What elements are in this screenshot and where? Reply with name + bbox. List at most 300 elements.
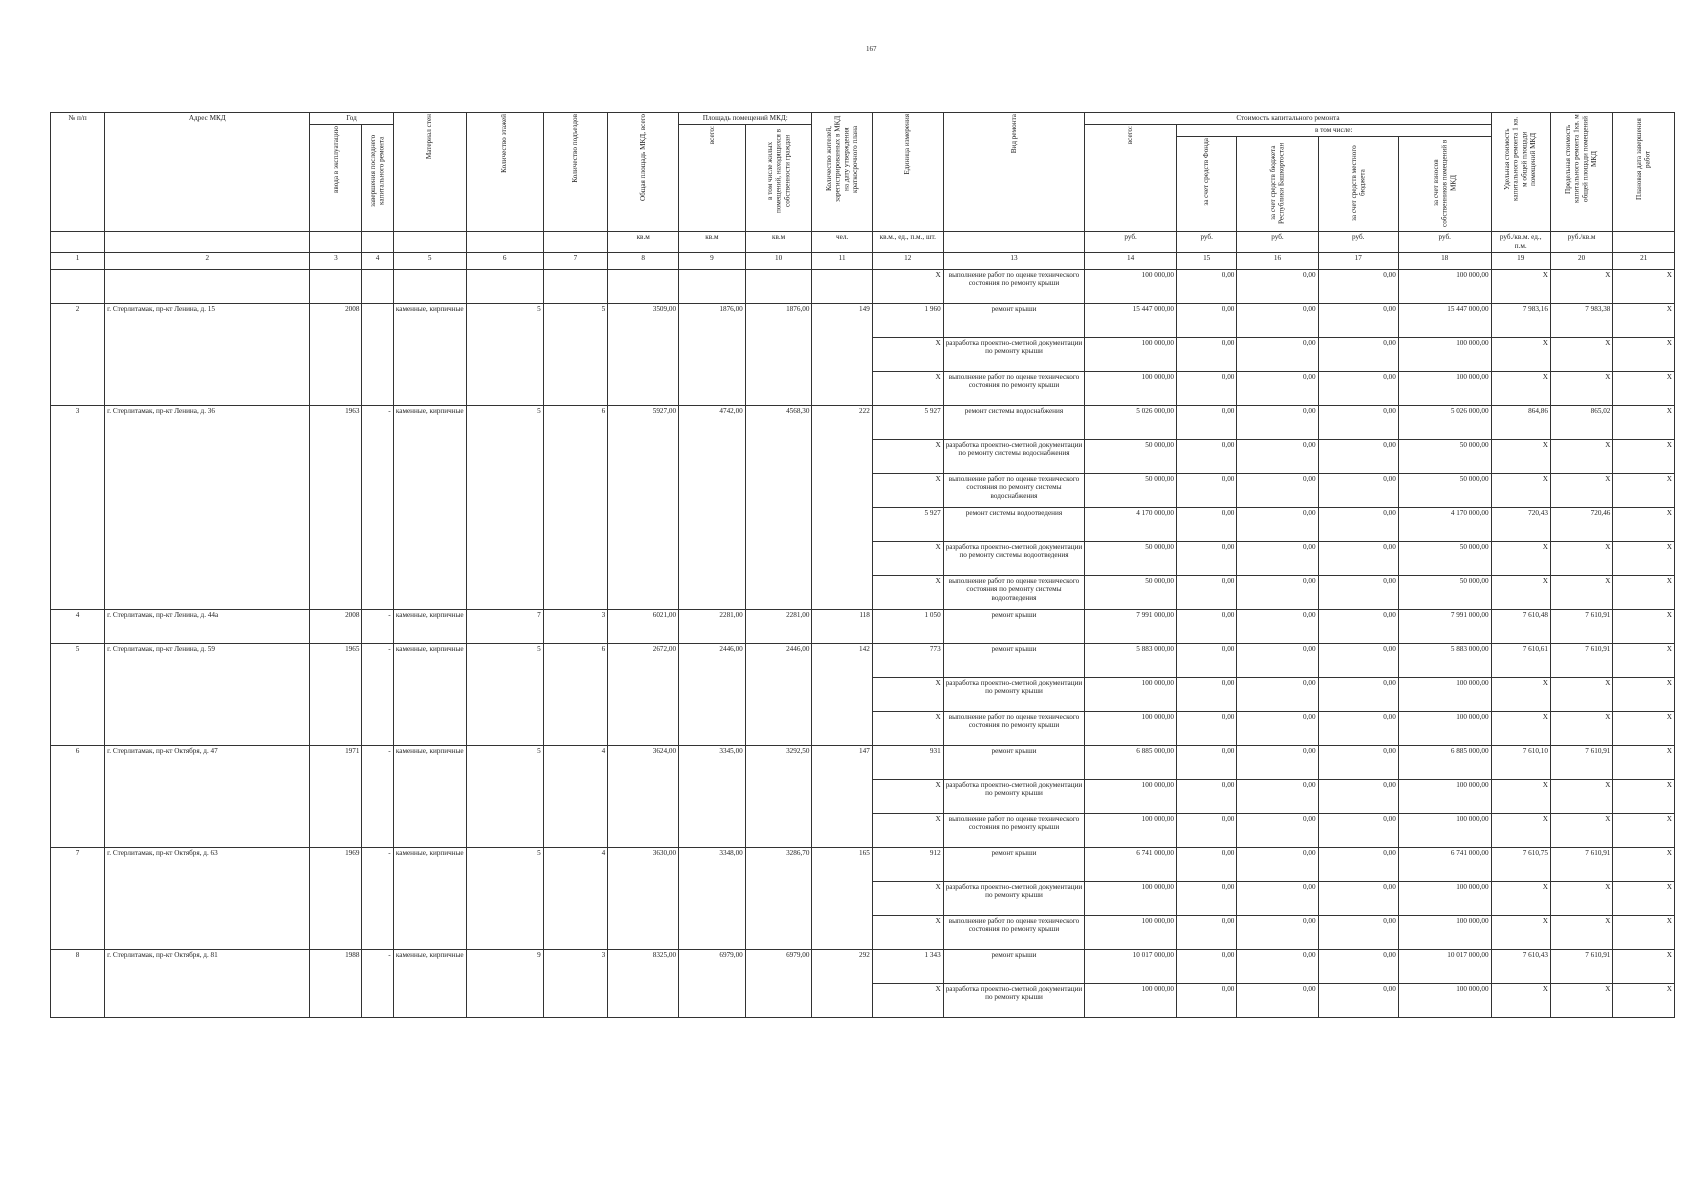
cell-total: 100 000,00 — [1085, 813, 1177, 847]
cell-rb: 0,00 — [1237, 405, 1318, 439]
cell-unit: 1 343 — [872, 949, 943, 983]
cell-fund: 0,00 — [1176, 983, 1236, 1017]
cell-material: каменные, кирпичные — [393, 303, 466, 405]
cell-area-citizens: 3286,70 — [745, 847, 812, 949]
cell-material: каменные, кирпичные — [393, 643, 466, 745]
cell-year: 1969 — [310, 847, 362, 949]
cell-total: 15 447 000,00 — [1085, 303, 1177, 337]
cell-unit: X — [872, 779, 943, 813]
cell-owners: 5 026 000,00 — [1398, 405, 1491, 439]
cell-total: 6 741 000,00 — [1085, 847, 1177, 881]
cell-unit: 912 — [872, 847, 943, 881]
cell-max-cost: X — [1550, 371, 1612, 405]
cell-residents: 118 — [812, 609, 872, 643]
table-row — [51, 269, 1675, 303]
cell-work: ремонт системы водоснабжения — [943, 405, 1085, 439]
cell-local: 0,00 — [1318, 881, 1398, 915]
cell-rb: 0,00 — [1237, 847, 1318, 881]
hdr-repair-type: Вид ремонта — [943, 113, 1085, 232]
cell-residents: 165 — [812, 847, 872, 949]
unit-cell: кв.м., ед., п.м., шт. — [872, 232, 943, 252]
cell-max-cost: 7 983,38 — [1550, 303, 1612, 337]
cell-total: 100 000,00 — [1085, 269, 1177, 303]
cell-rb: 0,00 — [1237, 677, 1318, 711]
cell-owners: 4 170 000,00 — [1398, 507, 1491, 541]
cell-max-cost: 7 610,91 — [1550, 609, 1612, 643]
cell-npp: 8 — [51, 949, 105, 1017]
cell-rb: 0,00 — [1237, 575, 1318, 609]
cell-area-citizens: 4568,30 — [745, 405, 812, 609]
cell-last-repair: - — [362, 405, 393, 609]
cell-last-repair — [362, 269, 393, 303]
cell-total: 100 000,00 — [1085, 337, 1177, 371]
cell-max-cost: X — [1550, 983, 1612, 1017]
cell-floors: 5 — [466, 405, 543, 609]
cell-total-area — [608, 269, 679, 303]
cell-area-all: 2281,00 — [679, 609, 746, 643]
table-body — [51, 269, 1675, 1017]
cell-rb: 0,00 — [1237, 303, 1318, 337]
cell-npp: 6 — [51, 745, 105, 847]
unit-cell: руб. — [1318, 232, 1398, 252]
hdr-unit-cost: Удельная стоимость капитального ремонта 1 кв. м общей площади помещений МКД — [1491, 113, 1550, 232]
cell-npp: 3 — [51, 405, 105, 609]
cell-local: 0,00 — [1318, 949, 1398, 983]
cell-unit-cost: X — [1491, 983, 1550, 1017]
unit-cell: кв.м — [608, 232, 679, 252]
hdr-wall-material: Материал стен — [393, 113, 466, 232]
cell-work: ремонт системы водоотведения — [943, 507, 1085, 541]
cell-fund: 0,00 — [1176, 575, 1236, 609]
cell-local: 0,00 — [1318, 507, 1398, 541]
unit-cell — [943, 232, 1085, 252]
hdr-npp: № п/п — [51, 113, 105, 232]
cell-max-cost: X — [1550, 269, 1612, 303]
cell-unit-cost: X — [1491, 541, 1550, 575]
column-number: 15 — [1176, 252, 1236, 269]
unit-cell: руб. — [1085, 232, 1177, 252]
column-number: 9 — [679, 252, 746, 269]
cell-total: 100 000,00 — [1085, 677, 1177, 711]
cell-last-repair — [362, 303, 393, 405]
cell-floors: 5 — [466, 847, 543, 949]
unit-cell: руб./кв.м. ед., п.м. — [1491, 232, 1550, 252]
unit-cell — [105, 232, 310, 252]
column-number: 13 — [943, 252, 1085, 269]
cell-material: каменные, кирпичные — [393, 847, 466, 949]
cell-date: X — [1613, 983, 1675, 1017]
cell-date: X — [1613, 745, 1675, 779]
cell-unit-cost: X — [1491, 779, 1550, 813]
column-number: 10 — [745, 252, 812, 269]
cell-unit-cost: 7 610,43 — [1491, 949, 1550, 983]
cell-unit-cost: X — [1491, 575, 1550, 609]
hdr-cost-owners: за счет взносов собственников помещений в МКД — [1398, 136, 1491, 232]
cell-total: 5 883 000,00 — [1085, 643, 1177, 677]
cell-address: г. Стерлитамак, пр-кт Ленина, д. 36 — [105, 405, 310, 609]
column-number: 8 — [608, 252, 679, 269]
hdr-cost-local: за счет средств местного бюджета — [1318, 136, 1398, 232]
cell-unit-cost: X — [1491, 881, 1550, 915]
cell-area-all: 6979,00 — [679, 949, 746, 1017]
cell-rb: 0,00 — [1237, 439, 1318, 473]
cell-material: каменные, кирпичные — [393, 405, 466, 609]
cell-residents: 142 — [812, 643, 872, 745]
cell-local: 0,00 — [1318, 745, 1398, 779]
cell-max-cost: 7 610,91 — [1550, 745, 1612, 779]
cell-floors: 7 — [466, 609, 543, 643]
cell-date: X — [1613, 473, 1675, 507]
cell-work: ремонт крыши — [943, 643, 1085, 677]
cell-fund: 0,00 — [1176, 949, 1236, 983]
unit-cell — [1613, 232, 1675, 252]
cell-unit: X — [872, 677, 943, 711]
column-number: 3 — [310, 252, 362, 269]
cell-date: X — [1613, 439, 1675, 473]
hdr-max-cost: Предельная стоимость капитального ремонта 1кв. м общей площади помещений МКД — [1550, 113, 1612, 232]
cell-rb: 0,00 — [1237, 881, 1318, 915]
unit-cell — [393, 232, 466, 252]
cell-total: 100 000,00 — [1085, 371, 1177, 405]
column-numbers-row — [51, 252, 1675, 269]
hdr-year-last-repair: завершения последнего капитального ремонта — [362, 125, 393, 232]
cell-owners: 100 000,00 — [1398, 983, 1491, 1017]
cell-local: 0,00 — [1318, 813, 1398, 847]
cell-address: г. Стерлитамак, пр-кт Ленина, д. 59 — [105, 643, 310, 745]
cell-work: выполнение работ по оценке технического состояния по ремонту системы водоотведения — [943, 575, 1085, 609]
cell-work: ремонт крыши — [943, 949, 1085, 983]
unit-cell — [51, 232, 105, 252]
cell-rb: 0,00 — [1237, 779, 1318, 813]
cell-rb: 0,00 — [1237, 711, 1318, 745]
cell-work: разработка проектно-сметной документации по ремонту системы водоотведения — [943, 541, 1085, 575]
cell-total: 10 017 000,00 — [1085, 949, 1177, 983]
hdr-premises-total: всего: — [679, 125, 746, 232]
cell-work: разработка проектно-сметной документации по ремонту крыши — [943, 677, 1085, 711]
cell-unit-cost: 864,86 — [1491, 405, 1550, 439]
cell-owners: 100 000,00 — [1398, 677, 1491, 711]
cell-address: г. Стерлитамак, пр-кт Ленина, д. 15 — [105, 303, 310, 405]
hdr-year-group: Год — [310, 113, 393, 125]
hdr-cost-total: всего: — [1085, 125, 1177, 232]
cell-unit: X — [872, 881, 943, 915]
table-row — [51, 847, 1675, 881]
cell-residents: 292 — [812, 949, 872, 1017]
cell-residents: 222 — [812, 405, 872, 609]
cell-work: выполнение работ по оценке технического состояния по ремонту крыши — [943, 813, 1085, 847]
cell-rb: 0,00 — [1237, 269, 1318, 303]
unit-cell: руб. — [1176, 232, 1236, 252]
cell-unit: 5 927 — [872, 507, 943, 541]
cell-total: 6 885 000,00 — [1085, 745, 1177, 779]
hdr-residents: Количество жителей, зарегистрированных в МКД на дату утверждения краткосрочного плана — [812, 113, 872, 232]
page-number: 167 — [866, 45, 877, 53]
cell-work: ремонт крыши — [943, 303, 1085, 337]
cell-work: выполнение работ по оценке технического состояния по ремонту крыши — [943, 371, 1085, 405]
cell-local: 0,00 — [1318, 983, 1398, 1017]
cell-owners: 50 000,00 — [1398, 575, 1491, 609]
cell-rb: 0,00 — [1237, 745, 1318, 779]
cell-max-cost: X — [1550, 711, 1612, 745]
cell-address — [105, 269, 310, 303]
column-number: 20 — [1550, 252, 1612, 269]
cell-year: 2008 — [310, 609, 362, 643]
column-number: 2 — [105, 252, 310, 269]
cell-rb: 0,00 — [1237, 915, 1318, 949]
cell-material: каменные, кирпичные — [393, 745, 466, 847]
cell-date: X — [1613, 711, 1675, 745]
cell-owners: 50 000,00 — [1398, 541, 1491, 575]
cell-date: X — [1613, 269, 1675, 303]
cell-fund: 0,00 — [1176, 745, 1236, 779]
cell-fund: 0,00 — [1176, 269, 1236, 303]
cell-date: X — [1613, 507, 1675, 541]
cell-residents: 147 — [812, 745, 872, 847]
cell-unit: X — [872, 473, 943, 507]
cell-date: X — [1613, 779, 1675, 813]
unit-cell: кв.м — [745, 232, 812, 252]
cell-npp: 7 — [51, 847, 105, 949]
cell-unit: X — [872, 439, 943, 473]
cell-entrances: 5 — [543, 303, 608, 405]
cell-total-area: 3509,00 — [608, 303, 679, 405]
hdr-premises-group: Площадь помещений МКД: — [679, 113, 812, 125]
hdr-cost-group: Стоимость капитального ремонта — [1085, 113, 1491, 125]
cell-date: X — [1613, 643, 1675, 677]
cell-unit-cost: X — [1491, 439, 1550, 473]
cell-address: г. Стерлитамак, пр-кт Октября, д. 63 — [105, 847, 310, 949]
cell-max-cost: 7 610,91 — [1550, 643, 1612, 677]
hdr-premises-citizens: в том числе жилых помещений, находящихся в собственности граждан — [745, 125, 812, 232]
cell-fund: 0,00 — [1176, 337, 1236, 371]
cell-area-citizens: 2446,00 — [745, 643, 812, 745]
cell-fund: 0,00 — [1176, 541, 1236, 575]
cell-entrances: 4 — [543, 745, 608, 847]
cell-total: 50 000,00 — [1085, 541, 1177, 575]
cell-fund: 0,00 — [1176, 847, 1236, 881]
cell-fund: 0,00 — [1176, 881, 1236, 915]
hdr-year-commission: ввода в эксплуатацию — [310, 125, 362, 232]
cell-unit-cost: X — [1491, 269, 1550, 303]
cell-entrances: 4 — [543, 847, 608, 949]
cell-rb: 0,00 — [1237, 643, 1318, 677]
units-row — [51, 232, 1675, 252]
cell-max-cost: 720,46 — [1550, 507, 1612, 541]
cell-max-cost: 7 610,91 — [1550, 847, 1612, 881]
table-row — [51, 405, 1675, 439]
cell-owners: 100 000,00 — [1398, 779, 1491, 813]
hdr-unit: Единица измерения — [872, 113, 943, 232]
cell-year — [310, 269, 362, 303]
column-number: 21 — [1613, 252, 1675, 269]
capital-repair-table — [50, 112, 1675, 1018]
cell-local: 0,00 — [1318, 405, 1398, 439]
cell-local: 0,00 — [1318, 711, 1398, 745]
cell-rb: 0,00 — [1237, 813, 1318, 847]
cell-unit: 931 — [872, 745, 943, 779]
cell-work: выполнение работ по оценке технического состояния по ремонту системы водоснабжения — [943, 473, 1085, 507]
cell-total: 100 000,00 — [1085, 711, 1177, 745]
cell-entrances: 3 — [543, 949, 608, 1017]
cell-fund: 0,00 — [1176, 643, 1236, 677]
cell-total-area: 8325,00 — [608, 949, 679, 1017]
cell-area-citizens: 2281,00 — [745, 609, 812, 643]
cell-owners: 50 000,00 — [1398, 473, 1491, 507]
cell-work: ремонт крыши — [943, 745, 1085, 779]
cell-local: 0,00 — [1318, 847, 1398, 881]
cell-area-all: 4742,00 — [679, 405, 746, 609]
cell-owners: 7 991 000,00 — [1398, 609, 1491, 643]
cell-material: каменные, кирпичные — [393, 609, 466, 643]
cell-area-citizens — [745, 269, 812, 303]
cell-total: 100 000,00 — [1085, 881, 1177, 915]
cell-npp: 4 — [51, 609, 105, 643]
cell-last-repair: - — [362, 643, 393, 745]
cell-fund: 0,00 — [1176, 677, 1236, 711]
cell-local: 0,00 — [1318, 643, 1398, 677]
cell-max-cost: X — [1550, 439, 1612, 473]
hdr-planned-date: Плановая дата завершения работ — [1613, 113, 1675, 232]
cell-last-repair: - — [362, 949, 393, 1017]
cell-entrances — [543, 269, 608, 303]
unit-cell — [466, 232, 543, 252]
cell-max-cost: 865,02 — [1550, 405, 1612, 439]
cell-max-cost: X — [1550, 915, 1612, 949]
cell-unit: X — [872, 337, 943, 371]
cell-owners: 100 000,00 — [1398, 269, 1491, 303]
cell-owners: 100 000,00 — [1398, 337, 1491, 371]
cell-rb: 0,00 — [1237, 949, 1318, 983]
cell-fund: 0,00 — [1176, 813, 1236, 847]
cell-owners: 6 885 000,00 — [1398, 745, 1491, 779]
cell-fund: 0,00 — [1176, 473, 1236, 507]
cell-rb: 0,00 — [1237, 371, 1318, 405]
unit-cell — [543, 232, 608, 252]
cell-unit: X — [872, 371, 943, 405]
cell-local: 0,00 — [1318, 915, 1398, 949]
cell-unit: X — [872, 575, 943, 609]
cell-local: 0,00 — [1318, 371, 1398, 405]
cell-fund: 0,00 — [1176, 915, 1236, 949]
cell-unit: 773 — [872, 643, 943, 677]
column-number: 11 — [812, 252, 872, 269]
unit-cell — [362, 232, 393, 252]
cell-total: 100 000,00 — [1085, 983, 1177, 1017]
cell-work: разработка проектно-сметной документации по ремонту системы водоснабжения — [943, 439, 1085, 473]
cell-floors: 5 — [466, 303, 543, 405]
cell-owners: 5 883 000,00 — [1398, 643, 1491, 677]
cell-fund: 0,00 — [1176, 303, 1236, 337]
cell-entrances: 6 — [543, 643, 608, 745]
cell-residents: 149 — [812, 303, 872, 405]
cell-last-repair: - — [362, 847, 393, 949]
cell-total: 7 991 000,00 — [1085, 609, 1177, 643]
cell-owners: 100 000,00 — [1398, 371, 1491, 405]
cell-total-area: 3630,00 — [608, 847, 679, 949]
column-number: 6 — [466, 252, 543, 269]
column-number: 18 — [1398, 252, 1491, 269]
cell-date: X — [1613, 949, 1675, 983]
hdr-address: Адрес МКД — [105, 113, 310, 232]
column-number: 16 — [1237, 252, 1318, 269]
hdr-cost-republic: за счет средств бюджета Республики Башкортостан — [1237, 136, 1318, 232]
cell-max-cost: X — [1550, 473, 1612, 507]
cell-owners: 6 741 000,00 — [1398, 847, 1491, 881]
cell-last-repair: - — [362, 609, 393, 643]
cell-work: разработка проектно-сметной документации по ремонту крыши — [943, 881, 1085, 915]
cell-fund: 0,00 — [1176, 609, 1236, 643]
cell-max-cost: X — [1550, 677, 1612, 711]
cell-year: 2008 — [310, 303, 362, 405]
cell-material — [393, 269, 466, 303]
cell-work: разработка проектно-сметной документации по ремонту крыши — [943, 337, 1085, 371]
cell-fund: 0,00 — [1176, 507, 1236, 541]
cell-npp: 5 — [51, 643, 105, 745]
cell-fund: 0,00 — [1176, 779, 1236, 813]
cell-local: 0,00 — [1318, 439, 1398, 473]
cell-local: 0,00 — [1318, 303, 1398, 337]
cell-max-cost: X — [1550, 881, 1612, 915]
cell-rb: 0,00 — [1237, 507, 1318, 541]
cell-date: X — [1613, 337, 1675, 371]
cell-unit-cost: 7 983,16 — [1491, 303, 1550, 337]
cell-local: 0,00 — [1318, 269, 1398, 303]
cell-rb: 0,00 — [1237, 609, 1318, 643]
cell-npp: 2 — [51, 303, 105, 405]
table-row — [51, 745, 1675, 779]
cell-total: 50 000,00 — [1085, 473, 1177, 507]
cell-unit: 5 927 — [872, 405, 943, 439]
cell-unit-cost: X — [1491, 473, 1550, 507]
cell-max-cost: 7 610,91 — [1550, 949, 1612, 983]
cell-date: X — [1613, 575, 1675, 609]
cell-unit-cost: 7 610,75 — [1491, 847, 1550, 881]
unit-cell: руб. — [1398, 232, 1491, 252]
cell-total: 50 000,00 — [1085, 439, 1177, 473]
cell-date: X — [1613, 847, 1675, 881]
cell-unit: X — [872, 711, 943, 745]
cell-total: 100 000,00 — [1085, 779, 1177, 813]
cell-year: 1963 — [310, 405, 362, 609]
cell-unit-cost: X — [1491, 915, 1550, 949]
cell-owners: 10 017 000,00 — [1398, 949, 1491, 983]
column-number: 5 — [393, 252, 466, 269]
cell-residents — [812, 269, 872, 303]
cell-unit-cost: 7 610,48 — [1491, 609, 1550, 643]
cell-local: 0,00 — [1318, 677, 1398, 711]
hdr-floors: Количество этажей — [466, 113, 543, 232]
cell-unit-cost: X — [1491, 813, 1550, 847]
cell-address: г. Стерлитамак, пр-кт Ленина, д. 44а — [105, 609, 310, 643]
cell-year: 1988 — [310, 949, 362, 1017]
cell-area-citizens: 3292,50 — [745, 745, 812, 847]
cell-unit: X — [872, 813, 943, 847]
cell-owners: 100 000,00 — [1398, 813, 1491, 847]
cell-floors: 9 — [466, 949, 543, 1017]
cell-local: 0,00 — [1318, 473, 1398, 507]
cell-work: ремонт крыши — [943, 609, 1085, 643]
cell-unit-cost: 7 610,61 — [1491, 643, 1550, 677]
cell-total-area: 6021,00 — [608, 609, 679, 643]
cell-owners: 100 000,00 — [1398, 915, 1491, 949]
cell-date: X — [1613, 915, 1675, 949]
cell-owners: 100 000,00 — [1398, 711, 1491, 745]
unit-cell: руб./кв.м — [1550, 232, 1612, 252]
column-number: 4 — [362, 252, 393, 269]
cell-total: 5 026 000,00 — [1085, 405, 1177, 439]
cell-rb: 0,00 — [1237, 473, 1318, 507]
cell-fund: 0,00 — [1176, 405, 1236, 439]
